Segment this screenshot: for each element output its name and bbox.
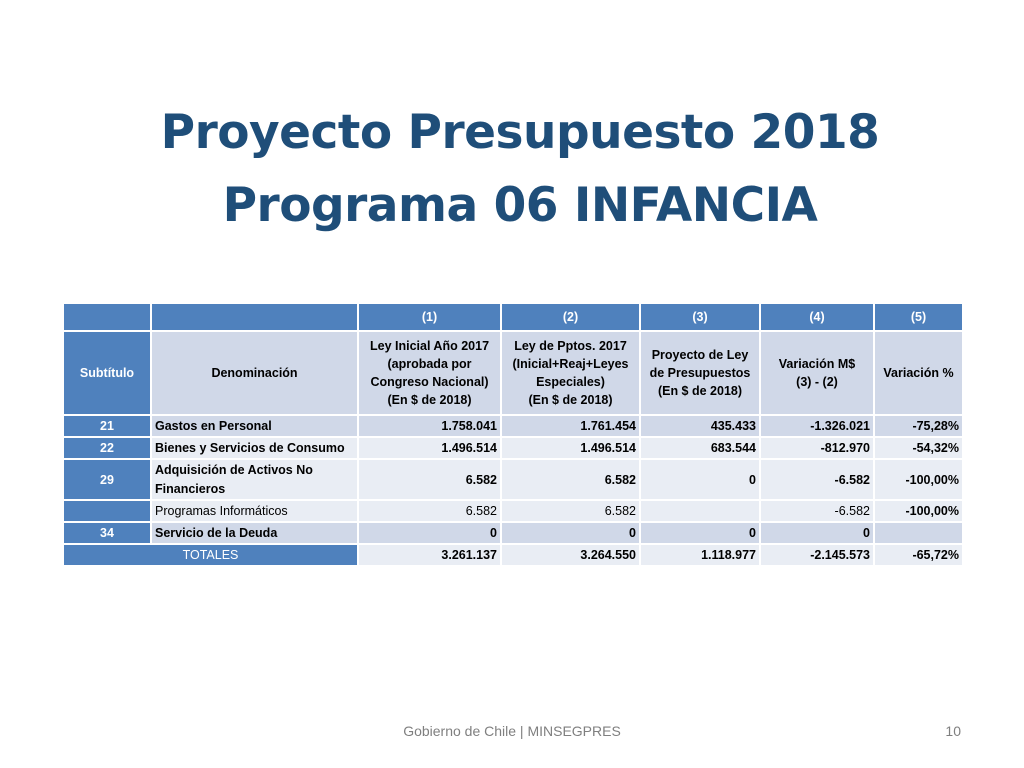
value-cell-3: 0 bbox=[640, 459, 760, 500]
col-number-2: (2) bbox=[501, 303, 640, 331]
header-line: (En $ de 2018) bbox=[528, 393, 613, 407]
header-ley-pptos bbox=[501, 331, 640, 415]
value-cell-1: 0 bbox=[358, 522, 501, 544]
totals-row bbox=[63, 544, 963, 566]
denominacion-line: Adquisición de Activos No bbox=[155, 462, 313, 477]
header-line: Especiales) bbox=[536, 375, 605, 389]
denominacion-cell: Programas Informáticos bbox=[151, 500, 358, 522]
total-cell-1: 3.261.137 bbox=[358, 544, 501, 566]
col-number-3: (3) bbox=[640, 303, 760, 331]
value-cell-2: 1.496.514 bbox=[501, 437, 640, 459]
blank-header-cell bbox=[63, 303, 151, 331]
header-variacion-pct bbox=[874, 331, 963, 415]
value-cell-1: 6.582 bbox=[358, 500, 501, 522]
denominacion-cell: Gastos en Personal bbox=[151, 415, 358, 437]
subtitulo-cell: 22 bbox=[63, 437, 151, 459]
value-cell-4: -6.582 bbox=[760, 459, 874, 500]
table-row bbox=[63, 522, 963, 544]
value-cell-3: 0 bbox=[640, 522, 760, 544]
table-row bbox=[63, 500, 963, 522]
header-line: (Inicial+Reaj+Leyes bbox=[512, 357, 629, 371]
header-subtitulo: Subtítulo bbox=[63, 331, 151, 415]
value-cell-5 bbox=[874, 522, 963, 544]
total-cell-2: 3.264.550 bbox=[501, 544, 640, 566]
value-cell-5: -54,32% bbox=[874, 437, 963, 459]
value-cell-1: 1.758.041 bbox=[358, 415, 501, 437]
subtitulo-cell bbox=[63, 500, 151, 522]
value-cell-1: 1.496.514 bbox=[358, 437, 501, 459]
value-cell-3: 683.544 bbox=[640, 437, 760, 459]
header-denominacion: Denominación bbox=[151, 331, 358, 415]
header-line: Congreso Nacional) bbox=[370, 375, 489, 389]
header-line: (En $ de 2018) bbox=[387, 393, 472, 407]
value-cell-3 bbox=[640, 500, 760, 522]
value-cell-1: 6.582 bbox=[358, 459, 501, 500]
title-line-2: Programa 06 INFANCIA bbox=[222, 178, 818, 233]
slide-title bbox=[0, 96, 1024, 242]
denominacion-line: Financieros bbox=[155, 481, 226, 496]
header-line: de Presupuestos bbox=[649, 366, 751, 380]
column-header-row bbox=[63, 331, 963, 415]
header-line: Variación % bbox=[883, 366, 954, 380]
value-cell-2: 6.582 bbox=[501, 459, 640, 500]
denominacion-cell: Servicio de la Deuda bbox=[151, 522, 358, 544]
col-number-1: (1) bbox=[358, 303, 501, 331]
value-cell-3: 435.433 bbox=[640, 415, 760, 437]
value-cell-2: 0 bbox=[501, 522, 640, 544]
col-number-4: (4) bbox=[760, 303, 874, 331]
denominacion-cell: Bienes y Servicios de Consumo bbox=[151, 437, 358, 459]
value-cell-2: 6.582 bbox=[501, 500, 640, 522]
header-line: Ley de Pptos. 2017 bbox=[514, 339, 627, 353]
header-line: (En $ de 2018) bbox=[657, 384, 743, 398]
subtitulo-cell: 21 bbox=[63, 415, 151, 437]
value-cell-2: 1.761.454 bbox=[501, 415, 640, 437]
value-cell-4: -1.326.021 bbox=[760, 415, 874, 437]
header-ley-inicial bbox=[358, 331, 501, 415]
denominacion-cell bbox=[151, 459, 358, 500]
header-proyecto-ley bbox=[640, 331, 760, 415]
header-line: (3) - (2) bbox=[796, 375, 838, 389]
value-cell-5: -100,00% bbox=[874, 500, 963, 522]
header-variacion-ms bbox=[760, 331, 874, 415]
table-row bbox=[63, 415, 963, 437]
header-line: Ley Inicial Año 2017 bbox=[369, 339, 490, 353]
value-cell-5: -100,00% bbox=[874, 459, 963, 500]
header-line: Variación M$ bbox=[778, 357, 856, 371]
value-cell-5: -75,28% bbox=[874, 415, 963, 437]
table-row bbox=[63, 459, 963, 500]
title-line-1: Proyecto Presupuesto 2018 bbox=[160, 105, 880, 160]
header-line: Proyecto de Ley bbox=[651, 348, 749, 362]
col-number-5: (5) bbox=[874, 303, 963, 331]
value-cell-4: -6.582 bbox=[760, 500, 874, 522]
table-row bbox=[63, 437, 963, 459]
page-number: 10 bbox=[945, 723, 961, 739]
subtitulo-cell: 29 bbox=[63, 459, 151, 500]
blank-header-cell bbox=[151, 303, 358, 331]
header-line: (aprobada por bbox=[387, 357, 472, 371]
value-cell-4: -812.970 bbox=[760, 437, 874, 459]
total-cell-4: -2.145.573 bbox=[760, 544, 874, 566]
footer-text: Gobierno de Chile | MINSEGPRES bbox=[403, 723, 621, 739]
totals-label: TOTALES bbox=[63, 544, 358, 566]
total-cell-5: -65,72% bbox=[874, 544, 963, 566]
subtitulo-cell: 34 bbox=[63, 522, 151, 544]
value-cell-4: 0 bbox=[760, 522, 874, 544]
budget-table bbox=[62, 302, 964, 567]
total-cell-3: 1.118.977 bbox=[640, 544, 760, 566]
column-number-row bbox=[63, 303, 963, 331]
